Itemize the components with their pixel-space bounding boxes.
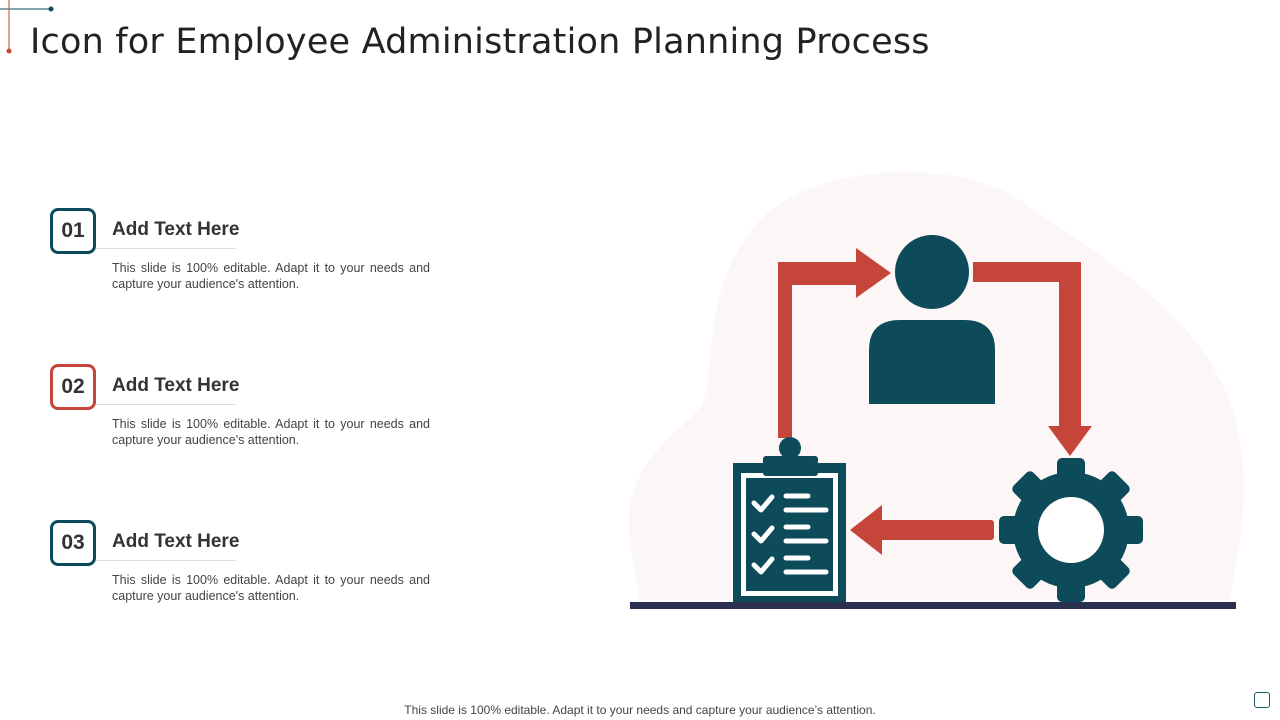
step-number-badge: 03 (50, 520, 96, 566)
item-divider (96, 560, 236, 561)
item-divider (96, 248, 236, 249)
item-heading: Add Text Here (112, 375, 240, 396)
step-number-badge: 02 (50, 364, 96, 410)
ground-line (630, 602, 1236, 609)
list-item (50, 364, 450, 464)
list-item (50, 208, 450, 308)
item-divider (96, 404, 236, 405)
item-heading: Add Text Here (112, 531, 240, 552)
item-body-text: This slide is 100% editable. Adapt it to your needs and capture your audience's attention. (112, 573, 430, 603)
item-body-text: This slide is 100% editable. Adapt it to your needs and capture your audience's attention. (112, 261, 430, 291)
slide-nav-button[interactable] (1254, 692, 1270, 708)
item-heading: Add Text Here (112, 219, 240, 240)
step-number-badge: 01 (50, 208, 96, 254)
list-item (50, 520, 450, 620)
footer-note: This slide is 100% editable. Adapt it to your needs and capture your audience’s attention. (404, 703, 876, 717)
item-body-text: This slide is 100% editable. Adapt it to your needs and capture your audience's attention. (112, 417, 430, 447)
process-illustration (620, 160, 1250, 620)
gear-icon (999, 458, 1143, 602)
slide-title: Icon for Employee Administration Planning Process (30, 22, 930, 62)
